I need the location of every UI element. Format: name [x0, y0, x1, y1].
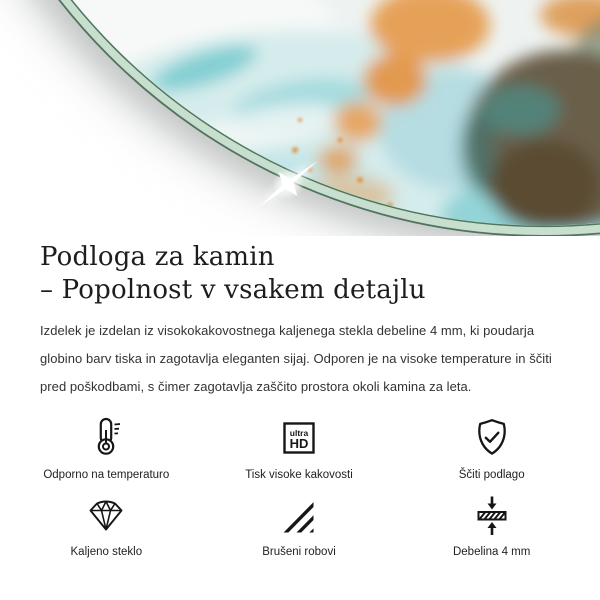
feature-label: Odporno na temperaturo — [43, 469, 170, 481]
feature-tempered-glass — [10, 491, 203, 558]
feature-label: Brušeni robovi — [262, 546, 336, 558]
feature-label: Tisk visoke kakovosti — [245, 469, 353, 481]
title-line-1: Podloga za kamin — [40, 242, 275, 272]
thickness-icon — [470, 491, 514, 537]
shield-check-icon — [470, 414, 514, 460]
feature-temperature-resistant — [10, 414, 203, 481]
product-description: Izdelek je izdelan iz visokokakovostnega kaljenega stekla debeline 4 mm, ki poudarja globino barv tiska in zagotavlja eleganten sijaj. Odporen je na visoke temperature in ščiti pred poškodbami, s čimer zagotavlja zaščito prostora okoli kamina za leta. — [40, 323, 552, 394]
feature-print-quality — [203, 414, 396, 481]
diamond-icon — [84, 491, 128, 537]
glass-panel-image — [0, 0, 600, 236]
feature-thickness-4mm — [395, 491, 588, 558]
feature-label: Kaljeno steklo — [70, 546, 143, 558]
feature-polished-edges — [203, 491, 396, 558]
features-grid — [10, 414, 588, 558]
feature-label: Ščiti podlago — [458, 469, 525, 481]
ultra-hd-icon — [277, 414, 321, 460]
product-text-section — [0, 241, 600, 558]
page-title — [40, 241, 560, 307]
thermometer-icon — [84, 414, 128, 460]
svg-text:ultra: ultra — [289, 428, 309, 438]
product-hero — [0, 0, 600, 236]
svg-text:HD: HD — [289, 436, 309, 451]
feature-protects-surface — [395, 414, 588, 481]
beveled-edges-icon — [277, 491, 321, 537]
feature-label: Debelina 4 mm — [452, 546, 531, 558]
title-line-2: – Popolnost v vsakem detajlu — [40, 275, 426, 305]
